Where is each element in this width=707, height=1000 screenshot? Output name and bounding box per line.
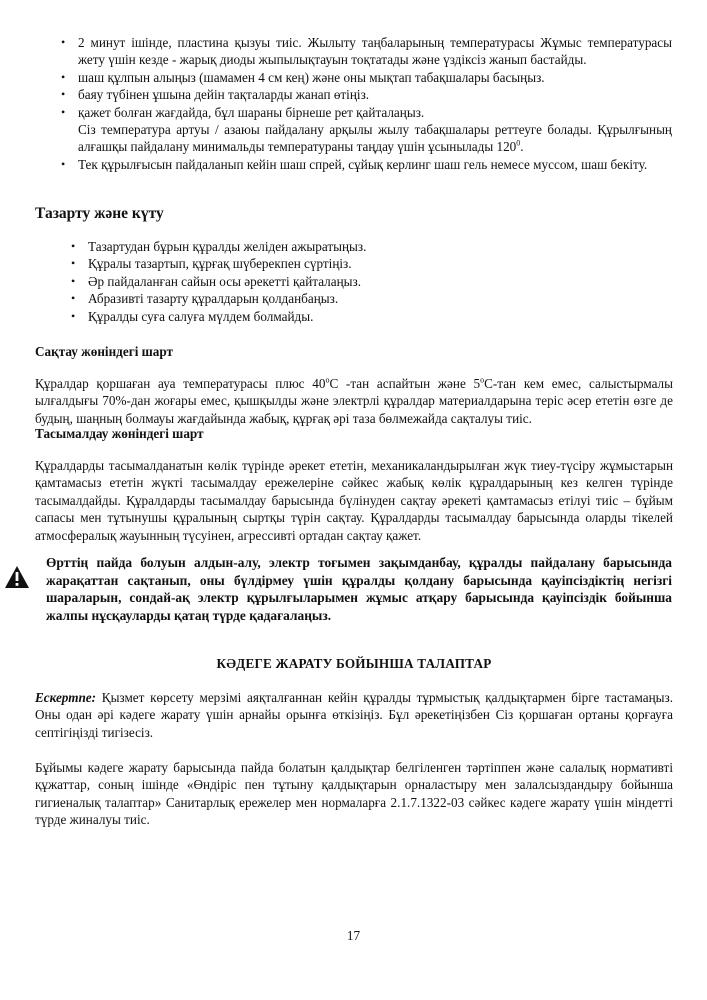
- transport-heading: Тасымалдау жөніндегі шарт: [35, 426, 204, 441]
- list-item: • Құралы тазартып, құрғақ шүберекпен сүртіңіз.: [88, 255, 672, 272]
- storage-paragraph: [35, 375, 673, 427]
- list-item: • Абразивті тазарту құралдарын қолданбаңыз.: [88, 290, 672, 307]
- warning-triangle-icon: [4, 565, 30, 589]
- list-item: • баяу түбінен ұшына дейін тақталарды жанап өтіңіз.: [78, 86, 672, 103]
- page-number: 17: [346, 928, 361, 943]
- temperature-note-end: .: [520, 139, 524, 155]
- transport-paragraph: Құралдарды тасымалданатын көлік түрінде әрекет ететін, механикаландырылған жүк тиеу-түсіру жұмыстарын қамтамасыз ететін жүкті тасымалдау ережелеріне сәйкес жабық көлік құралдарының кез келген түрінде тасымалдайды. Құралдарды тасымалдау барысында бүлінуден сақтау әрекеті қамтамасыз етілуі тиіс – бұйым сапасы мен тұтынушы құралының сыртқы түрін сақтау. Құралдарды тасымалдау барысында оларды тікелей атмосфералық жауынның түсуінен, агрессивті ортадан сақтау қажет.: [35, 458, 673, 543]
- list-item: • Құралды суға салуға мүлдем болмайды.: [88, 308, 672, 325]
- disposal-paragraph: Бұйымы кәдеге жарату барысында пайда болатын қалдықтар белгіленген тәртіппен және салалық нормативті құжаттар, соның ішінде «Өндіріс пен тұтыну қалдықтарын орналастыру мен залалсыздандыру бойынша гигиеналық талаптар» Санитарлық ережелер мен нормаларға 2.1.7.1322-03 сәйкес кәдеге жарату үшін міндетті түрде жиналуы тиіс.: [35, 760, 673, 828]
- storage-text-2: С -тан аспайтын және 5: [329, 376, 481, 391]
- degree-superscript: о: [480, 375, 485, 385]
- degree-superscript: о: [325, 375, 330, 385]
- degree-superscript: 0: [516, 139, 521, 149]
- list-item: • 2 минут ішінде, пластина қызуы тиіс. Жылыту таңбаларының температурасы Жұмыс температурасы жету үшін кезде - жарық диоды жыпылықтауын тоқтатады және үздіксіз жанып бастайды.: [78, 34, 672, 69]
- temperature-note: Сіз температура артуы / азаюы пайдалану арқылы жылу табақшалары реттеуге болады. Құрылғының алғашқы пайдалану минимальды температураны таңдау үшін ұсынылады 120: [78, 122, 672, 155]
- storage-text-1: Құралдар қоршаған ауа температурасы плюс 40: [35, 376, 326, 391]
- disposal-note-paragraph: [35, 689, 673, 741]
- storage-text-3: С-тан кем емес, салыстырмалы ылғалдығы 70%-дан жоғары емес, қышқылды және электрлі құралдар материалдарына теріс әсер ететін өзге де будың, шаңның болмауы жағдайында жабық, құрғақ әрі таза бөлмежайда сақталуы тиіс.: [35, 376, 673, 426]
- list-item: • Тазартудан бұрын құралды желіден ажыратыңыз.: [88, 238, 672, 255]
- disposal-heading: КӘДЕГЕ ЖАРАТУ БОЙЫНША ТАЛАПТАР: [216, 656, 492, 671]
- cleaning-bullet-list: [88, 238, 672, 325]
- note-label: Ескертпе:: [35, 690, 97, 705]
- storage-heading: Сақтау жөніндегі шарт: [35, 344, 174, 359]
- list-item: • Тек құрылғысын пайдаланып кейін шаш спрей, сұйық керлинг шаш гель немесе муссом, шаш бекіту.: [78, 156, 672, 173]
- list-item-text: қажет болған жағдайда, бұл шараны бірнеше рет қайталаңыз.: [78, 104, 425, 120]
- cleaning-heading: Тазарту және күту: [35, 205, 164, 222]
- list-item: [78, 104, 672, 156]
- list-item: • шаш құлпын алыңыз (шамамен 4 см кең) және оны мықтап табақшалары басыңыз.: [78, 69, 672, 86]
- note-text: Қызмет көрсету мерзімі аяқталғаннан кейін құралды тұрмыстық қалдықтармен бірге тастамаңыз. Оны одан әрі кәдеге жарату үшін арнайы орынға өткізіңіз. Бұл әрекетіңізбен Сіз қоршаған ортаны қорғауға септігіңізді тигізесіз.: [35, 690, 673, 740]
- usage-bullet-list: [78, 34, 672, 173]
- safety-warning-text: Өрттің пайда болуын алдын-алу, электр тоғымен зақымданбау, құралды пайдалану барысында жарақаттан сақтанып, оны бүлдірмеу үшін құралды қолдану барысында қауіпсіздіктің негізгі шараларын, сондай-ақ электр құрылғыларымен жұмыс атқару барысында қауіпсіздік бойынша жалпы нұсқауларды қатаң түрде қадағалаңыз.: [46, 555, 672, 623]
- list-item: • Әр пайдаланған сайын осы әрекетті қайталаңыз.: [88, 273, 672, 290]
